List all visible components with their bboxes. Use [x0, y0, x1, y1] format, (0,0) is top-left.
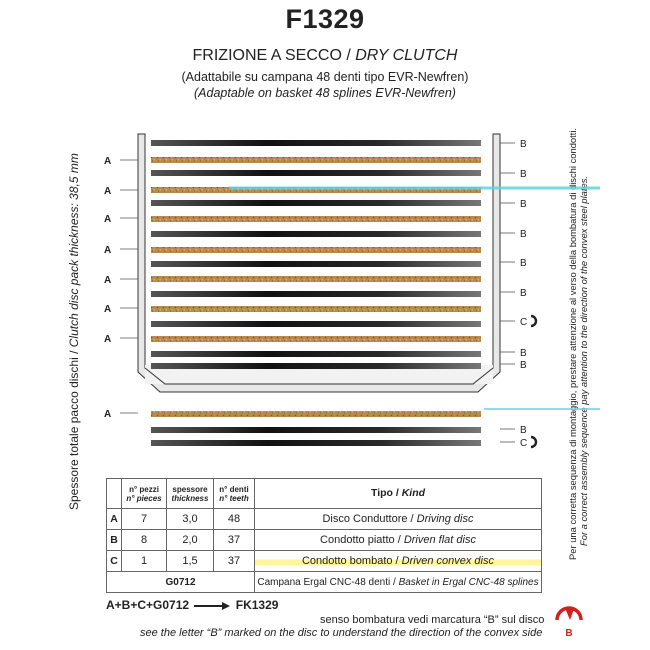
driving-disc	[151, 216, 481, 222]
spec-table	[106, 478, 542, 593]
label-b: B	[520, 199, 527, 210]
label-c: C	[520, 438, 528, 449]
product-type-it: FRIZIONE A SECCO /	[192, 47, 356, 64]
label-a: A	[104, 409, 112, 420]
thickness-en: thickness	[171, 493, 209, 503]
label-b: B	[520, 425, 527, 436]
row-thickness: 2,0	[167, 530, 214, 551]
convex-note-it: senso bombatura vedi marcatura “B” sul disco	[320, 614, 545, 626]
driving-disc	[151, 157, 481, 163]
driven-disc	[151, 291, 481, 297]
basket-en: Basket in Ergal CNC-48 splines	[398, 576, 539, 588]
row-label: C	[107, 551, 122, 572]
row-kind	[255, 530, 542, 551]
row-thickness: 3,0	[167, 509, 214, 530]
kind-it-text: Condotto bombato /	[301, 555, 402, 567]
spec-header-row	[107, 479, 542, 509]
teeth-it: n° denti	[219, 484, 249, 494]
row-label: A	[107, 509, 122, 530]
basket-code: G0712	[107, 572, 255, 593]
pieces-en: n° pieces	[126, 493, 162, 503]
teeth-en: n° teeth	[219, 493, 249, 503]
convex-icon	[531, 437, 536, 447]
formula-parts: A+B+C+G0712	[106, 598, 190, 612]
label-b: B	[520, 288, 527, 299]
label-b: B	[520, 169, 527, 180]
label-b: B	[520, 258, 527, 269]
driving-disc	[151, 411, 481, 417]
label-b: B	[520, 229, 527, 240]
kind-en-text: Driven convex disc	[401, 555, 494, 567]
fitment-it: (Adattabile su campana 48 denti tipo EVR-Newfren)	[181, 70, 469, 84]
driving-disc	[151, 247, 481, 253]
kind-en-text: Driving disc	[416, 513, 474, 525]
driven-disc	[151, 261, 481, 267]
driven-disc	[151, 427, 481, 433]
assembly-note-en: For a correct assembly sequence pay attention to the direction of the convex steel plates.	[578, 176, 589, 546]
col-teeth	[214, 479, 255, 509]
label-a: A	[104, 245, 112, 256]
row-kind	[255, 509, 542, 530]
product-type-en: DRY CLUTCH	[355, 47, 458, 64]
driving-disc	[151, 276, 481, 282]
label-a: A	[104, 214, 112, 225]
col-thickness	[167, 479, 214, 509]
kind-en: Kind	[401, 487, 426, 499]
table-row	[107, 509, 542, 530]
kind-it-text: Disco Conduttore /	[322, 513, 417, 525]
label-c: C	[520, 317, 528, 328]
formula-result: FK1329	[235, 598, 279, 612]
basket-description	[255, 572, 542, 593]
pack-thickness-it: Spessore totale pacco dischi /	[67, 347, 81, 510]
marker-letter: B	[565, 628, 573, 639]
label-b: B	[520, 360, 527, 371]
row-teeth: 48	[214, 509, 255, 530]
driven-disc	[151, 231, 481, 237]
convex-note-en: see the letter “B” marked on the disc to understand the direction of the convex side	[140, 627, 543, 639]
driven-disc	[151, 200, 481, 206]
table-row	[107, 551, 542, 572]
label-a: A	[104, 275, 112, 286]
row-pieces: 8	[122, 530, 167, 551]
driven-disc	[151, 170, 481, 176]
driving-disc	[151, 336, 481, 342]
kit-formula	[106, 598, 278, 612]
driving-disc	[151, 306, 481, 312]
convex-icon	[531, 316, 536, 326]
pieces-it: n° pezzi	[129, 484, 159, 494]
table-row-basket	[107, 572, 542, 593]
convex-marker-icon	[552, 600, 586, 640]
table-row	[107, 530, 542, 551]
fitment-en: (Adaptable on basket 48 splines EVR-Newfren)	[194, 86, 456, 100]
empty-corner	[107, 479, 122, 509]
label-a: A	[104, 186, 112, 197]
kind-it-text: Condotto piatto /	[320, 534, 404, 546]
row-thickness: 1,5	[167, 551, 214, 572]
label-b: B	[520, 348, 527, 359]
product-code: F1329	[285, 4, 365, 34]
driven-disc	[151, 351, 481, 357]
kind-en-text: Driven flat disc	[403, 534, 476, 546]
driven-disc	[151, 440, 481, 446]
arrow-right-icon	[192, 601, 232, 611]
thickness-it: spessore	[172, 484, 208, 494]
basket-it: Campana Ergal CNC-48 denti /	[257, 576, 399, 588]
label-b: B	[520, 139, 527, 150]
kind-it: Tipo /	[370, 487, 402, 499]
row-label: B	[107, 530, 122, 551]
row-pieces: 1	[122, 551, 167, 572]
driven-disc	[151, 321, 481, 327]
driven-disc	[151, 140, 481, 146]
row-kind	[255, 551, 542, 572]
assembly-note-it: Per una corretta sequenza di montaggio, prestare attenzione al verso della bombatura di dischi condotti.	[567, 127, 578, 560]
label-a: A	[104, 334, 112, 345]
label-a: A	[104, 156, 112, 167]
label-a: A	[104, 304, 112, 315]
row-teeth: 37	[214, 530, 255, 551]
col-pieces	[122, 479, 167, 509]
row-pieces: 7	[122, 509, 167, 530]
driven-disc	[151, 363, 481, 369]
row-teeth: 37	[214, 551, 255, 572]
col-kind	[255, 479, 542, 509]
pack-thickness-en: Clutch disc pack thickness: 38,5 mm	[67, 153, 81, 348]
